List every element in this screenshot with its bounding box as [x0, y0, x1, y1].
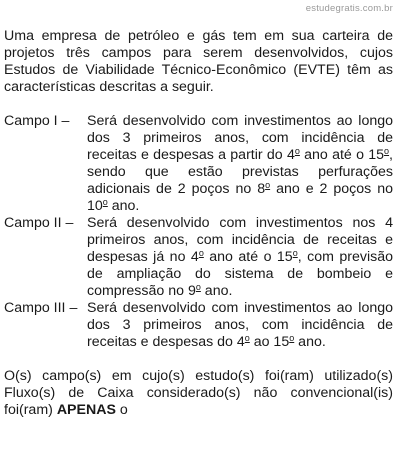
campo-text-segment: ano até o 15 — [299, 147, 385, 163]
campo-description — [87, 215, 393, 300]
ordinal-indicator: o — [265, 180, 271, 190]
ordinal-indicator: o — [294, 146, 300, 156]
intro-paragraph: Uma empresa de petróleo e gás tem em sua carteira de projetos três campos para serem desenvolvidos, cujos Estudos de Viabilidade Técnico-Econômico (EVTE) têm as características descritas a seguir. — [4, 28, 393, 95]
campos-list — [4, 113, 393, 351]
watermark-text: estudegratis.com.br — [305, 3, 393, 14]
question-paragraph — [4, 368, 393, 419]
campo-description — [87, 113, 393, 215]
campo-text-segment: ao 15 — [249, 334, 290, 350]
ordinal-indicator: o — [198, 248, 204, 258]
campo-text-segment: Será desenvolvido com investimentos ao longo dos 3 primeiros anos, com incidência de receitas e despesas a partir do 4 — [87, 113, 393, 163]
ordinal-indicator: o — [292, 248, 298, 258]
ordinal-indicator: o — [195, 282, 201, 292]
campo-text-segment: ano. — [200, 283, 233, 299]
question-bold-text: APENAS — [56, 402, 116, 418]
question-body — [4, 28, 393, 419]
campo-text-segment: Será desenvolvido com investimentos ao longo dos 3 primeiros anos, com incidência de receitas e despesas do 4 — [87, 300, 393, 350]
campo-label: Campo I – — [4, 113, 70, 129]
campo-text-segment: ano. — [294, 334, 326, 350]
campo-text-segment: , com previsão de ampliação do sistema de bombeio e compressão no 9 — [87, 249, 393, 299]
campo-text-segment: , sendo que estão previstas perfurações adicionais de 2 poços no 8 — [87, 147, 393, 197]
campo-text-segment: ano até o 15 — [203, 249, 293, 265]
ordinal-indicator: o — [384, 146, 390, 156]
campo-label: Campo II – — [4, 215, 74, 231]
campo-item — [4, 215, 393, 300]
campo-text-segment: ano. — [107, 198, 140, 214]
campo-item — [4, 300, 393, 351]
question-text: O(s) campo(s) em cujo(s) estudo(s) foi(ram) utilizado(s) Fluxo(s) de Caixa considerado(s) não convencional(is) foi(ram) — [4, 368, 393, 418]
question-end-text: o — [115, 402, 128, 418]
campo-label: Campo III – — [4, 300, 78, 316]
campo-text-segment: ano e 2 poços no 10 — [87, 181, 393, 214]
ordinal-indicator: o — [244, 333, 250, 343]
campo-item — [4, 113, 393, 215]
ordinal-indicator: o — [102, 197, 108, 207]
campo-description — [87, 300, 393, 351]
campo-text-segment: Será desenvolvido com investimentos nos 4 primeiros anos, com incidência de receitas e despesas já no 4 — [87, 215, 393, 265]
ordinal-indicator: o — [289, 333, 295, 343]
